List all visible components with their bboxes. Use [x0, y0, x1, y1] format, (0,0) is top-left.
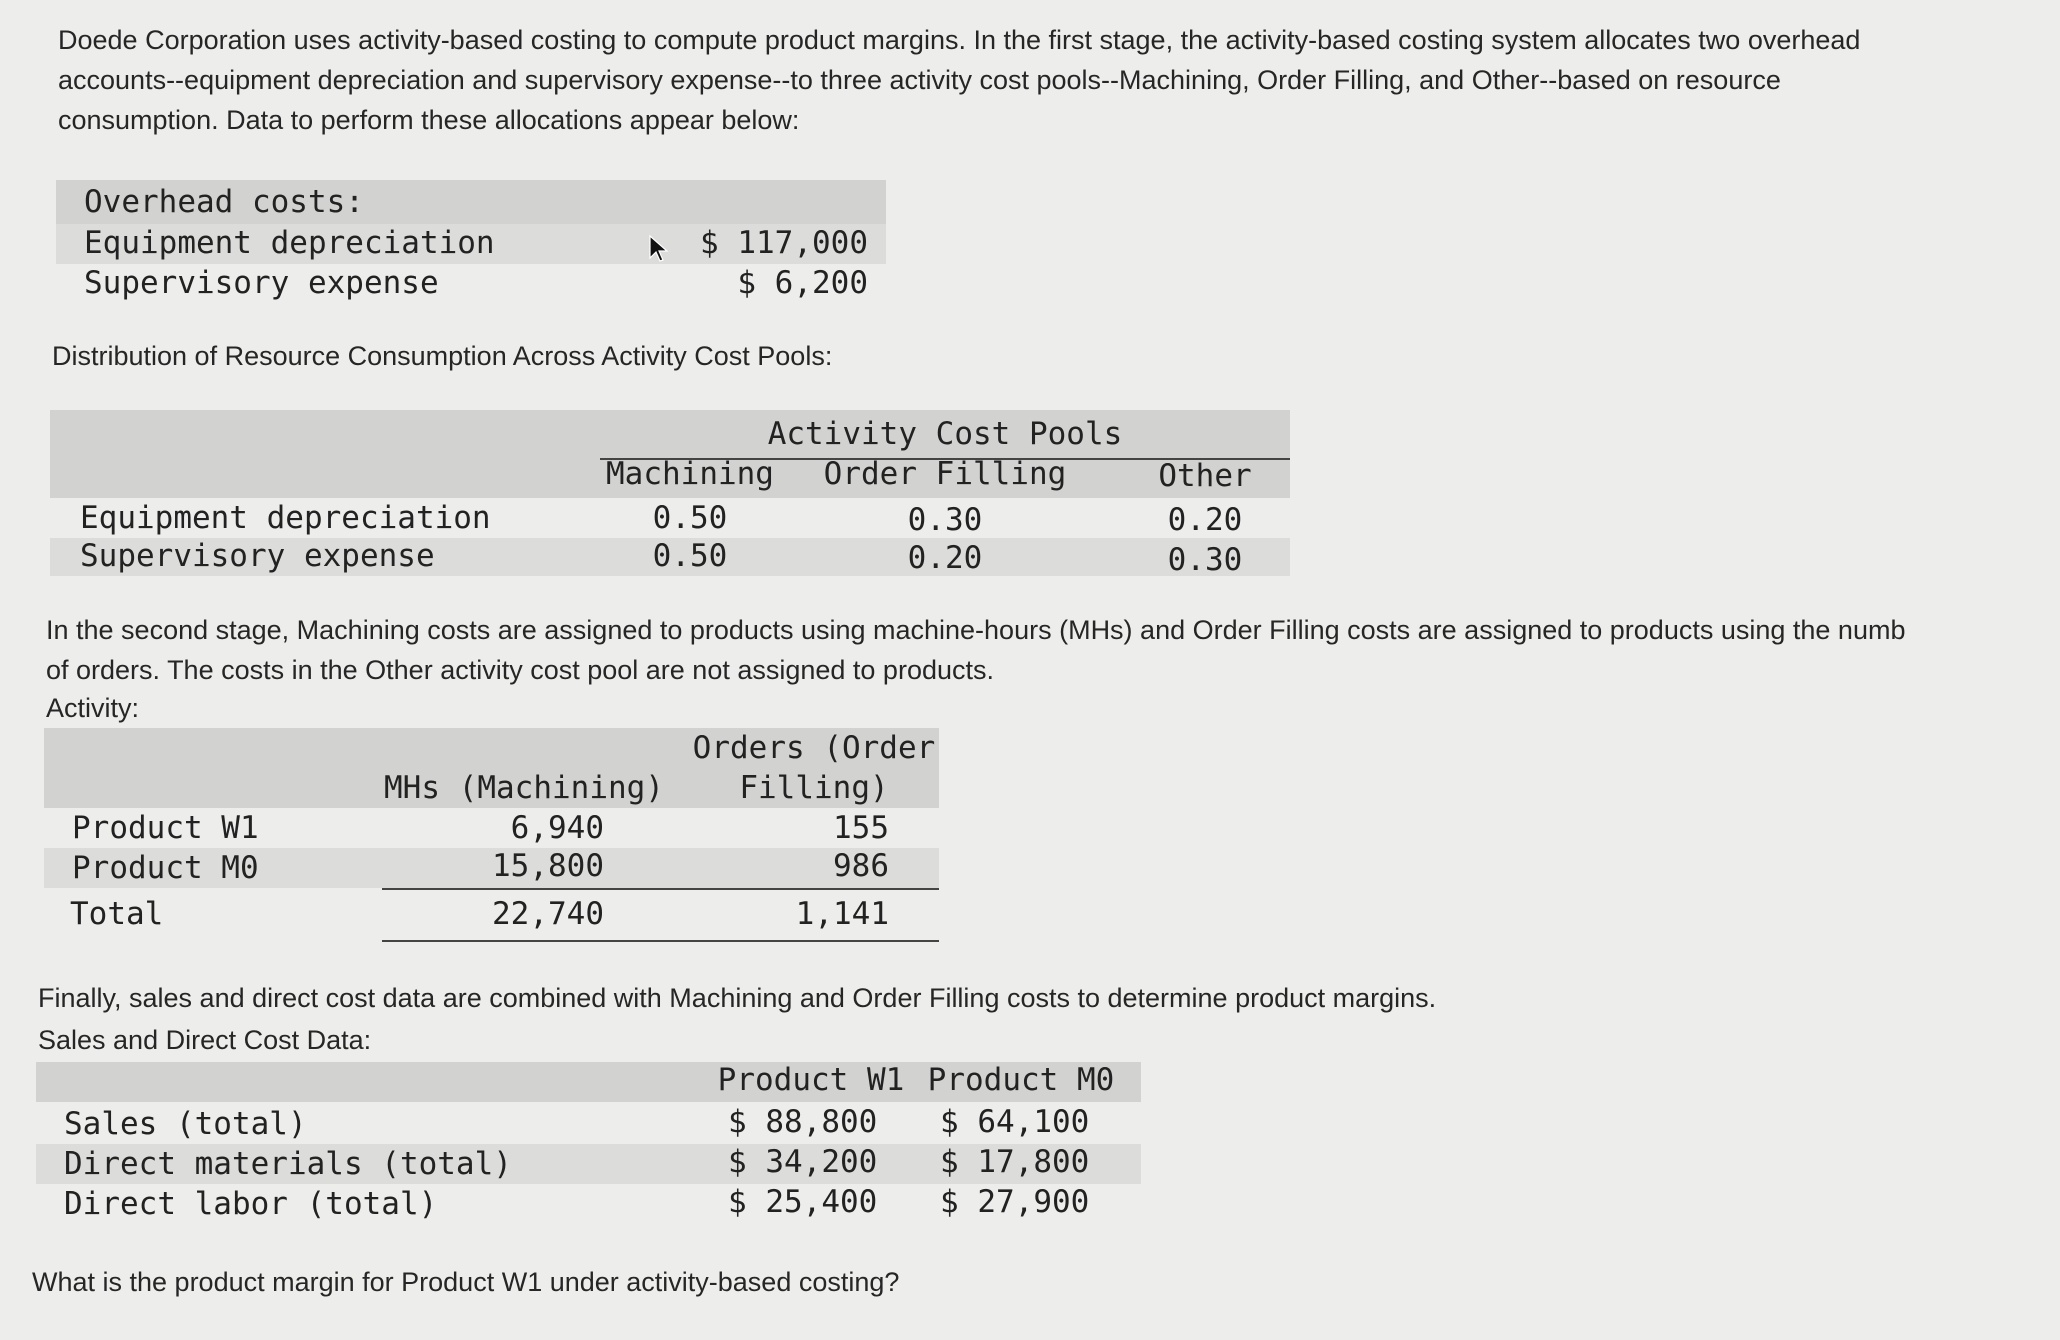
overhead-label-supervisory: Supervisory expense: [84, 265, 439, 301]
col-orders-line-1: Orders (Order: [692, 730, 936, 766]
sales-direct-cost-table: [36, 1062, 1141, 1227]
sales-w1-sales: $ 88,800: [728, 1104, 878, 1140]
col-machining: Machining: [606, 456, 774, 492]
activity-label-total: Total: [70, 896, 164, 932]
activity-w1-mhs: 6,940: [510, 810, 604, 846]
sales-label-sales: Sales (total): [64, 1106, 307, 1142]
overhead-value-supervisory: $ 6,200: [737, 265, 868, 301]
activity-label-m0: Product M0: [72, 850, 259, 886]
sales-w1-labor: $ 25,400: [728, 1184, 878, 1220]
distribution-title: Distribution of Resource Consumption Across Activity Cost Pools:: [52, 341, 833, 371]
activity-table: [44, 728, 944, 946]
overhead-header: Overhead costs:: [84, 184, 364, 220]
intro-line-1: Doede Corporation uses activity-based costing to compute product margins. In the first stage, the activity-based costing system allocates two overhead: [58, 25, 1861, 55]
dist-equipment-order-filling: 0.30: [907, 502, 983, 538]
col-product-m0: Product M0: [927, 1062, 1115, 1098]
dist-label-supervisory: Supervisory expense: [80, 538, 435, 574]
sales-w1-materials: $ 34,200: [728, 1144, 878, 1180]
intro-line-2: accounts--equipment depreciation and supervisory expense--to three activity cost pools--Machining, Order Filling, and Other--based on resource: [58, 65, 1781, 95]
second-stage-line-2: of orders. The costs in the Other activity cost pool are not assigned to products.: [46, 655, 994, 685]
intro-line-3: consumption. Data to perform these allocations appear below:: [58, 105, 800, 135]
total-bottom-rule: [382, 940, 939, 942]
dist-label-equipment: Equipment depreciation: [80, 500, 491, 536]
mouse-pointer-icon: [648, 234, 670, 264]
col-orders-line-2: Filling): [739, 770, 889, 806]
distribution-table: [50, 410, 1290, 578]
activity-w1-orders: 155: [833, 810, 889, 846]
activity-m0-orders: 986: [833, 848, 889, 884]
activity-total-mhs: 22,740: [492, 896, 604, 932]
total-top-rule: [382, 888, 939, 890]
activity-cost-pools-header: Activity Cost Pools: [767, 416, 1123, 452]
col-order-filling: Order Filling: [823, 456, 1067, 492]
overhead-costs-table: [56, 180, 886, 305]
sales-m0-sales: $ 64,100: [940, 1104, 1090, 1140]
sales-title: Sales and Direct Cost Data:: [38, 1025, 372, 1055]
second-stage-line-1: In the second stage, Machining costs are assigned to products using machine-hours (MHs) and Order Filling costs are assigned to products using the numb: [46, 615, 1906, 645]
overhead-value-equipment: $ 117,000: [700, 225, 868, 261]
col-product-w1: Product W1: [717, 1062, 905, 1098]
dist-equipment-machining: 0.50: [652, 500, 728, 536]
dist-supervisory-order-filling: 0.20: [907, 540, 983, 576]
sales-label-labor: Direct labor (total): [64, 1186, 438, 1222]
activity-label: Activity:: [46, 693, 140, 723]
activity-m0-mhs: 15,800: [492, 848, 604, 884]
dist-supervisory-machining: 0.50: [652, 538, 728, 574]
sales-m0-materials: $ 17,800: [940, 1144, 1090, 1180]
sales-label-materials: Direct materials (total): [64, 1146, 512, 1182]
sales-m0-labor: $ 27,900: [940, 1184, 1090, 1220]
activity-label-w1: Product W1: [72, 810, 259, 846]
question-text: What is the product margin for Product W1 under activity-based costing?: [32, 1267, 900, 1297]
col-other: Other: [1158, 458, 1252, 494]
dist-supervisory-other: 0.30: [1167, 542, 1243, 578]
overhead-label-equipment: Equipment depreciation: [84, 225, 495, 261]
activity-total-orders: 1,141: [795, 896, 889, 932]
final-line: Finally, sales and direct cost data are combined with Machining and Order Filling costs to determine product margins.: [38, 983, 1437, 1013]
dist-equipment-other: 0.20: [1167, 502, 1243, 538]
col-mhs-machining: MHs (Machining): [384, 770, 664, 806]
